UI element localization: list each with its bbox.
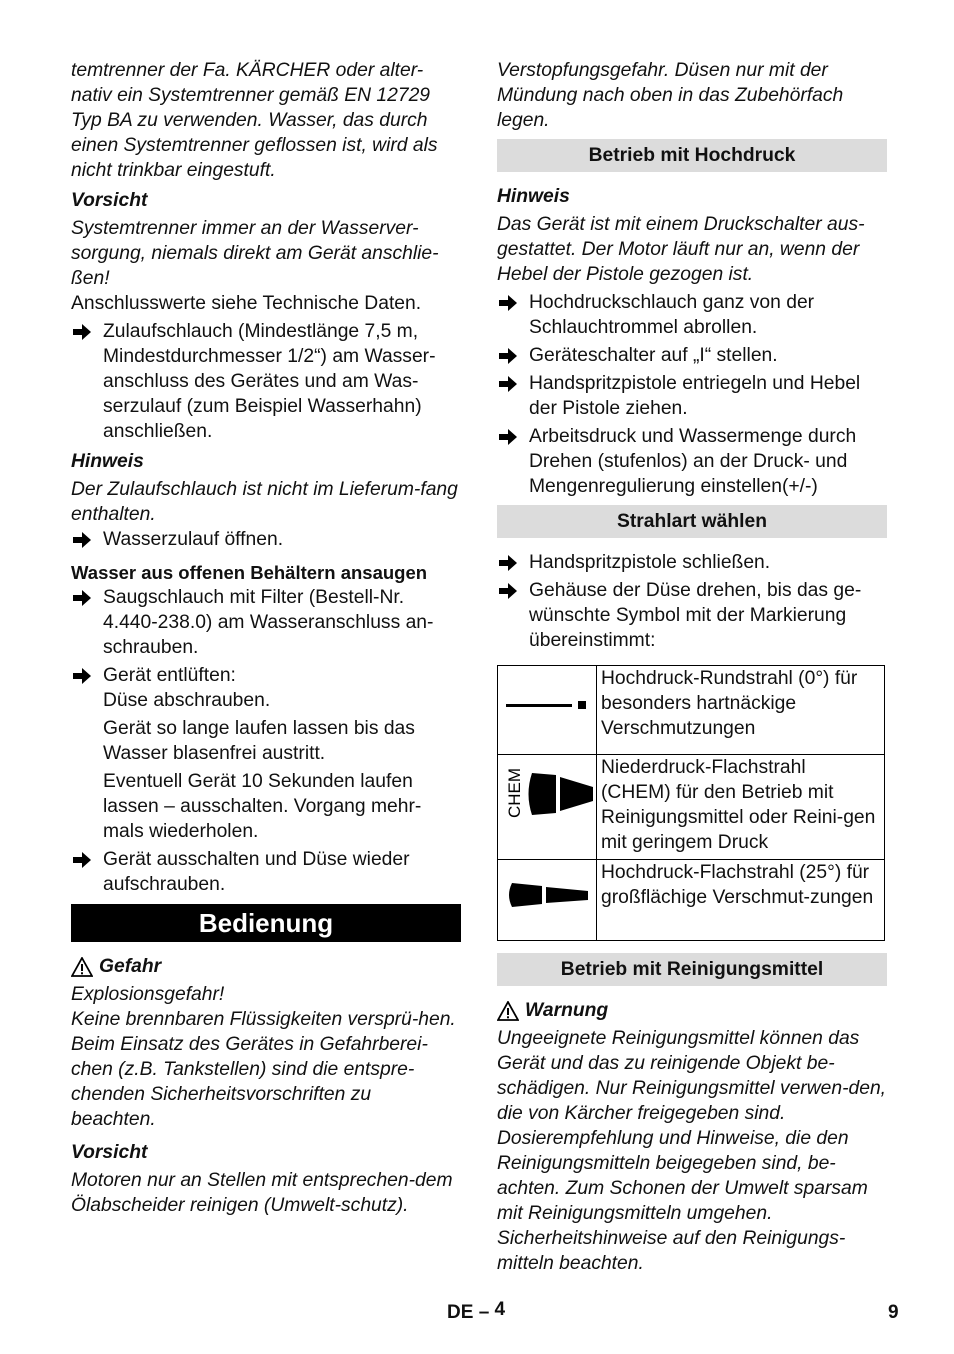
left-column bbox=[71, 58, 461, 1218]
substep-text: Düse abschrauben. bbox=[103, 690, 271, 711]
rundstrahl-icon bbox=[498, 666, 597, 755]
warnung-line: Sicherheitshinweise auf den Reinigungs-mitteln beachten. bbox=[497, 1228, 846, 1274]
table-cell: Niederdruck-Flachstrahl (CHEM) für den Betrieb mit Reinigungsmittel oder Reini-gen mit geringem Druck bbox=[597, 755, 885, 860]
table-cell: Hochdruck-Flachstrahl (25°) für großflächige Verschmut-zungen bbox=[597, 860, 885, 941]
arrow-icon bbox=[73, 532, 91, 548]
arrow-icon bbox=[499, 583, 517, 599]
step-item: Zulaufschlauch (Mindestlänge 7,5 m, Mindestdurchmesser 1/2“) am Wasser-anschluss des Gerätes und am Was-serzulauf (zum Beispiel Wasserhahn) anschließen. bbox=[71, 319, 461, 444]
warning-triangle-icon bbox=[71, 957, 93, 977]
step-item: Geräteschalter auf „I“ stellen. bbox=[497, 343, 887, 368]
vorsicht-text: Motoren nur an Stellen mit entsprechen-dem Ölabscheider reinigen (Umwelt-schutz). bbox=[71, 1170, 453, 1216]
arrow-icon bbox=[499, 429, 517, 445]
step-item: Wasserzulauf öffnen. bbox=[71, 527, 461, 552]
arrow-icon bbox=[499, 555, 517, 571]
table-row bbox=[498, 666, 885, 755]
anschluss-text: Anschlusswerte siehe Technische Daten. bbox=[71, 293, 422, 314]
gefahr-line: Keine brennbaren Flüssigkeiten versprü-hen. bbox=[71, 1009, 456, 1030]
step-item: Handspritzpistole entriegeln und Hebel der Pistole ziehen. bbox=[497, 371, 887, 421]
chem-flachstrahl-icon bbox=[498, 755, 597, 860]
hinweis-text: Der Zulaufschlauch ist nicht im Lieferum-fang enthalten. bbox=[71, 479, 458, 525]
table-row bbox=[498, 755, 885, 860]
arrow-icon bbox=[73, 590, 91, 606]
arrow-icon bbox=[499, 295, 517, 311]
warnung-line: Ungeeignete Reinigungsmittel können das Gerät und das zu reinigende Objekt be-schädigen. Nur Reinigungsmittel verwen-den, die von Kärcher freigegeben sind. bbox=[497, 1028, 887, 1124]
step-item: Saugschlauch mit Filter (Bestell-Nr. 4.440-238.0) am Wasseranschluss an-schrauben. bbox=[71, 585, 461, 660]
page-number: 9 bbox=[888, 1302, 899, 1323]
intro-text: Verstopfungsgefahr. Düsen nur mit der Mündung nach oben in das Zubehörfach legen. bbox=[497, 60, 844, 131]
hinweis-label: Hinweis bbox=[497, 186, 570, 207]
gefahr-label-row: Gefahr bbox=[71, 954, 461, 979]
hinweis-label: Hinweis bbox=[71, 451, 144, 472]
hochdruck-heading: Betrieb mit Hochdruck bbox=[497, 139, 887, 172]
arrow-icon bbox=[73, 324, 91, 340]
arrow-icon bbox=[73, 668, 91, 684]
ansaugen-heading: Wasser aus offenen Behältern ansaugen bbox=[71, 562, 428, 583]
page-footer-label: DE – 4 bbox=[447, 1299, 506, 1323]
hinweis-text: Das Gerät ist mit einem Druckschalter aus-gestattet. Der Motor läuft nur an, wenn der Hebel der Pistole gezogen ist. bbox=[497, 214, 865, 285]
step-item: Handspritzpistole schließen. bbox=[497, 550, 887, 575]
nozzle-symbol-table bbox=[497, 665, 885, 941]
reinigung-heading: Betrieb mit Reinigungsmittel bbox=[497, 953, 887, 986]
arrow-icon bbox=[73, 852, 91, 868]
vorsicht-label: Vorsicht bbox=[71, 1142, 148, 1163]
step-item: Gerät entlüften: bbox=[71, 663, 461, 688]
substep-text: Gerät so lange laufen lassen bis das Wasser blasenfrei austritt. bbox=[103, 718, 415, 764]
strahlart-heading: Strahlart wählen bbox=[497, 505, 887, 538]
warnung-label-row: Warnung bbox=[497, 998, 887, 1023]
chem-icon-label: CHEM bbox=[505, 767, 524, 818]
vorsicht-text: Systemtrenner immer an der Wasserver-sorgung, niemals direkt am Gerät anschlie-ßen! bbox=[71, 218, 439, 289]
step-item: Hochdruckschlauch ganz von der Schlauchtrommel abrollen. bbox=[497, 290, 887, 340]
right-column bbox=[497, 58, 887, 1276]
table-row bbox=[498, 860, 885, 941]
warnung-line: Dosierempfehlung und Hinweise, die den Reinigungsmitteln beigegeben sind, be-achten. Zum Schonen der Umwelt sparsam mit Reinigungsmitteln umgehen. bbox=[497, 1128, 868, 1224]
intro-text: temtrenner der Fa. KÄRCHER oder alter-nativ ein Systemtrenner gemäß EN 12729 Typ BA zu verwenden. Wasser, das durch einen Systemtrenner geflossen ist, wird als nicht trinkbar eingestuft. bbox=[71, 60, 438, 181]
table-cell: Hochdruck-Rundstrahl (0°) für besonders hartnäckige Verschmutzungen bbox=[597, 666, 885, 755]
step-item: Arbeitsdruck und Wassermenge durch Drehen (stufenlos) an der Druck- und Mengenregulierung einstellen(+/-) bbox=[497, 424, 887, 499]
gefahr-line: Explosionsgefahr! bbox=[71, 984, 225, 1005]
step-item: Gehäuse der Düse drehen, bis das ge-wünschte Symbol mit der Markierung übereinstimmt: bbox=[497, 578, 887, 653]
arrow-icon bbox=[499, 348, 517, 364]
gefahr-line: Beim Einsatz des Gerätes in Gefahrberei-chen (z.B. Tankstellen) sind die entspre-chenden Sicherheitsvorschriften zu beachten. bbox=[71, 1034, 428, 1130]
step-item: Gerät ausschalten und Düse wieder aufschrauben. bbox=[71, 847, 461, 897]
bedienung-heading: Bedienung bbox=[71, 904, 461, 942]
arrow-icon bbox=[499, 376, 517, 392]
vorsicht-label: Vorsicht bbox=[71, 190, 148, 211]
substep-text: Eventuell Gerät 10 Sekunden laufen lassen – ausschalten. Vorgang mehr-mals wiederholen. bbox=[103, 771, 422, 842]
warning-triangle-icon bbox=[497, 1001, 519, 1021]
flachstrahl-icon bbox=[498, 860, 597, 941]
